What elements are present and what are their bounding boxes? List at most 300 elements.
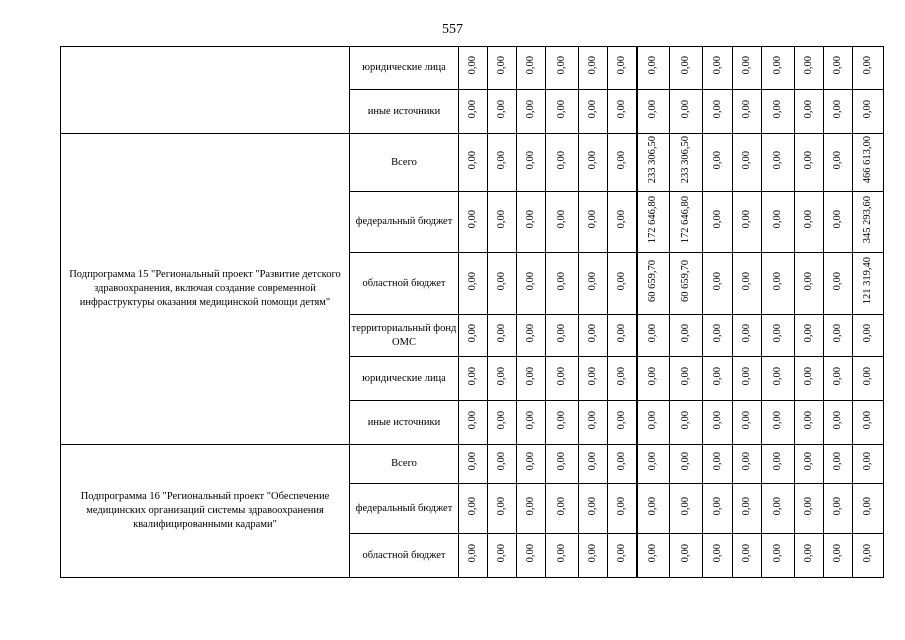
value-text: 0,00 xyxy=(772,99,783,119)
value-text: 0,00 xyxy=(525,210,536,229)
value-text: 0,00 xyxy=(680,410,691,430)
value-cell xyxy=(608,315,637,357)
value-text: 0,00 xyxy=(741,210,752,229)
value-text: 0,00 xyxy=(741,323,752,343)
value-text: 0,00 xyxy=(525,496,536,516)
value-cell xyxy=(488,253,517,315)
value-cell xyxy=(670,90,703,134)
value-text: 233 306,50 xyxy=(647,136,659,184)
value-text: 0,00 xyxy=(711,150,723,170)
value-cell xyxy=(703,315,733,357)
value-text: 0,00 xyxy=(741,99,752,119)
value-cell xyxy=(762,253,795,315)
value-cell xyxy=(703,192,733,253)
value-cell xyxy=(459,47,488,90)
value-cell xyxy=(853,357,884,401)
value-text: 0,00 xyxy=(647,56,659,75)
value-cell xyxy=(546,134,579,192)
value-cell xyxy=(608,192,637,253)
value-cell xyxy=(637,445,670,484)
value-cell xyxy=(670,192,703,253)
funding-source-cell: иные источники xyxy=(350,90,459,134)
value-cell xyxy=(762,534,795,578)
value-text: 0,00 xyxy=(496,323,507,343)
value-cell xyxy=(579,253,608,315)
value-text: 0,00 xyxy=(862,323,873,343)
value-text: 0,00 xyxy=(711,543,723,563)
value-text: 233 306,50 xyxy=(680,136,691,184)
value-text: 0,00 xyxy=(832,323,843,343)
value-text: 0,00 xyxy=(467,99,478,119)
value-text: 0,00 xyxy=(772,452,783,471)
value-text: 0,00 xyxy=(803,452,814,471)
value-text: 0,00 xyxy=(803,271,814,291)
value-text: 0,00 xyxy=(556,543,567,563)
program-name-cell: Подпрограмма 15 "Региональный проект "Развитие детского здравоохранения, включая создание современной инфраструктуры оказания медицинской помощи детям" xyxy=(61,134,350,445)
value-cell xyxy=(670,315,703,357)
value-cell xyxy=(733,47,762,90)
value-cell xyxy=(762,484,795,534)
value-cell xyxy=(517,134,546,192)
value-cell xyxy=(546,315,579,357)
value-text: 0,00 xyxy=(525,366,536,386)
table-row xyxy=(61,445,884,484)
value-cell xyxy=(853,315,884,357)
value-cell xyxy=(853,253,884,315)
value-text: 0,00 xyxy=(832,410,843,430)
value-text: 0,00 xyxy=(556,271,567,291)
value-text: 0,00 xyxy=(587,410,598,430)
value-cell xyxy=(853,534,884,578)
value-cell xyxy=(670,253,703,315)
value-cell xyxy=(517,90,546,134)
value-cell xyxy=(546,484,579,534)
value-cell xyxy=(459,192,488,253)
value-text: 0,00 xyxy=(525,150,536,170)
funding-source-cell: юридические лица xyxy=(350,357,459,401)
value-text: 0,00 xyxy=(615,366,627,386)
value-text: 0,00 xyxy=(615,210,627,229)
value-cell xyxy=(637,534,670,578)
value-text: 0,00 xyxy=(525,323,536,343)
value-text: 0,00 xyxy=(711,496,723,516)
value-cell xyxy=(488,534,517,578)
value-text: 0,00 xyxy=(711,323,723,343)
value-cell xyxy=(608,445,637,484)
value-text: 0,00 xyxy=(772,496,783,516)
value-text: 0,00 xyxy=(803,210,814,229)
value-cell xyxy=(459,253,488,315)
value-text: 0,00 xyxy=(772,543,783,563)
value-cell xyxy=(670,445,703,484)
value-cell xyxy=(546,357,579,401)
value-cell xyxy=(703,357,733,401)
value-text: 0,00 xyxy=(496,496,507,516)
value-cell xyxy=(733,134,762,192)
value-text: 0,00 xyxy=(525,410,536,430)
value-text: 0,00 xyxy=(525,56,536,75)
value-cell xyxy=(517,47,546,90)
value-cell xyxy=(670,357,703,401)
value-text: 0,00 xyxy=(680,543,691,563)
value-cell xyxy=(733,315,762,357)
value-cell xyxy=(670,484,703,534)
value-cell xyxy=(637,192,670,253)
value-cell xyxy=(703,484,733,534)
value-text: 466 613,00 xyxy=(862,136,873,184)
value-cell xyxy=(795,253,824,315)
value-text: 0,00 xyxy=(862,410,873,430)
table-row xyxy=(61,47,884,90)
value-text: 0,00 xyxy=(467,56,478,75)
value-cell xyxy=(733,534,762,578)
value-text: 0,00 xyxy=(467,366,478,386)
value-text: 0,00 xyxy=(711,99,723,119)
value-cell xyxy=(546,445,579,484)
value-text: 0,00 xyxy=(741,496,752,516)
value-cell xyxy=(670,534,703,578)
value-cell xyxy=(703,47,733,90)
value-cell xyxy=(853,192,884,253)
value-cell xyxy=(459,315,488,357)
value-text: 0,00 xyxy=(862,496,873,516)
value-cell xyxy=(637,401,670,445)
value-cell xyxy=(670,47,703,90)
value-cell xyxy=(795,445,824,484)
value-text: 0,00 xyxy=(556,366,567,386)
value-cell xyxy=(637,47,670,90)
value-cell xyxy=(488,134,517,192)
value-text: 0,00 xyxy=(496,150,507,170)
value-cell xyxy=(703,134,733,192)
value-cell xyxy=(762,90,795,134)
value-text: 0,00 xyxy=(680,323,691,343)
value-cell xyxy=(517,315,546,357)
value-text: 0,00 xyxy=(587,56,598,75)
value-text: 0,00 xyxy=(680,56,691,75)
budget-table xyxy=(60,46,884,578)
value-cell xyxy=(579,357,608,401)
value-cell xyxy=(459,90,488,134)
value-cell xyxy=(546,90,579,134)
value-cell xyxy=(733,253,762,315)
value-text: 0,00 xyxy=(772,210,783,229)
value-cell xyxy=(459,445,488,484)
value-text: 0,00 xyxy=(467,150,478,170)
value-text: 0,00 xyxy=(711,452,723,471)
value-text: 345 293,60 xyxy=(862,195,873,244)
value-cell xyxy=(795,357,824,401)
value-cell xyxy=(733,401,762,445)
value-cell xyxy=(579,315,608,357)
value-cell xyxy=(762,192,795,253)
value-text: 0,00 xyxy=(832,56,843,75)
value-cell xyxy=(703,253,733,315)
value-text: 0,00 xyxy=(832,271,843,291)
value-text: 0,00 xyxy=(467,271,478,291)
value-text: 0,00 xyxy=(741,543,752,563)
value-cell xyxy=(853,134,884,192)
value-cell xyxy=(670,134,703,192)
value-text: 0,00 xyxy=(467,543,478,563)
value-text: 0,00 xyxy=(647,543,659,563)
value-text: 0,00 xyxy=(525,271,536,291)
value-cell xyxy=(546,192,579,253)
value-cell xyxy=(853,47,884,90)
funding-source-cell: областной бюджет xyxy=(350,253,459,315)
value-cell xyxy=(608,484,637,534)
value-text: 0,00 xyxy=(741,366,752,386)
value-cell xyxy=(637,315,670,357)
value-text: 0,00 xyxy=(496,410,507,430)
value-text: 172 646,80 xyxy=(680,195,691,244)
value-cell xyxy=(488,47,517,90)
value-text: 0,00 xyxy=(711,210,723,229)
value-cell xyxy=(579,90,608,134)
value-text: 0,00 xyxy=(741,56,752,75)
value-cell xyxy=(546,253,579,315)
value-cell xyxy=(824,90,853,134)
value-text: 0,00 xyxy=(496,271,507,291)
value-text: 0,00 xyxy=(680,452,691,471)
value-text: 0,00 xyxy=(556,410,567,430)
value-text: 0,00 xyxy=(772,323,783,343)
value-text: 0,00 xyxy=(556,210,567,229)
program-name-cell xyxy=(61,47,350,134)
value-text: 0,00 xyxy=(862,366,873,386)
value-cell xyxy=(488,401,517,445)
value-cell xyxy=(517,484,546,534)
value-text: 0,00 xyxy=(862,543,873,563)
value-cell xyxy=(762,47,795,90)
value-text: 0,00 xyxy=(496,452,507,471)
value-text: 0,00 xyxy=(647,99,659,119)
value-cell xyxy=(853,484,884,534)
value-text: 0,00 xyxy=(680,99,691,119)
value-text: 0,00 xyxy=(647,323,659,343)
value-text: 0,00 xyxy=(862,452,873,471)
value-text: 0,00 xyxy=(772,410,783,430)
value-cell xyxy=(824,357,853,401)
value-cell xyxy=(608,134,637,192)
value-cell xyxy=(459,401,488,445)
value-text: 0,00 xyxy=(647,452,659,471)
value-cell xyxy=(488,484,517,534)
value-text: 0,00 xyxy=(741,271,752,291)
value-text: 0,00 xyxy=(803,56,814,75)
value-text: 0,00 xyxy=(556,323,567,343)
value-text: 0,00 xyxy=(496,210,507,229)
value-text: 0,00 xyxy=(832,496,843,516)
value-text: 0,00 xyxy=(615,323,627,343)
value-text: 0,00 xyxy=(803,323,814,343)
value-cell xyxy=(579,401,608,445)
funding-source-cell: Всего xyxy=(350,134,459,192)
program-name-cell: Подпрограмма 16 "Региональный проект "Обеспечение медицинских организаций системы здравоохранения квалифицированными кадрами" xyxy=(61,445,350,578)
value-cell xyxy=(795,47,824,90)
value-cell xyxy=(517,192,546,253)
value-text: 0,00 xyxy=(711,410,723,430)
value-cell xyxy=(579,484,608,534)
value-cell xyxy=(853,445,884,484)
value-text: 0,00 xyxy=(741,452,752,471)
value-text: 0,00 xyxy=(587,271,598,291)
value-cell xyxy=(488,90,517,134)
value-cell xyxy=(637,253,670,315)
value-cell xyxy=(608,253,637,315)
value-cell xyxy=(579,134,608,192)
value-text: 0,00 xyxy=(525,452,536,471)
value-cell xyxy=(703,445,733,484)
value-cell xyxy=(853,401,884,445)
table-row xyxy=(61,134,884,192)
value-cell xyxy=(579,192,608,253)
value-text: 0,00 xyxy=(803,366,814,386)
value-cell xyxy=(824,445,853,484)
value-cell xyxy=(703,401,733,445)
value-text: 0,00 xyxy=(587,99,598,119)
value-text: 0,00 xyxy=(772,150,783,170)
value-text: 0,00 xyxy=(587,496,598,516)
value-text: 0,00 xyxy=(615,452,627,471)
value-text: 0,00 xyxy=(525,99,536,119)
value-text: 0,00 xyxy=(587,323,598,343)
value-text: 0,00 xyxy=(832,543,843,563)
value-text: 0,00 xyxy=(741,150,752,170)
value-text: 172 646,80 xyxy=(647,195,659,244)
value-cell xyxy=(517,445,546,484)
funding-source-cell: федеральный бюджет xyxy=(350,484,459,534)
value-text: 0,00 xyxy=(615,410,627,430)
value-text: 0,00 xyxy=(467,410,478,430)
value-text: 0,00 xyxy=(680,496,691,516)
value-cell xyxy=(546,47,579,90)
funding-source-cell: юридические лица xyxy=(350,47,459,90)
value-text: 0,00 xyxy=(680,366,691,386)
value-text: 0,00 xyxy=(587,366,598,386)
value-cell xyxy=(733,445,762,484)
value-text: 0,00 xyxy=(741,410,752,430)
value-text: 0,00 xyxy=(525,543,536,563)
value-text: 0,00 xyxy=(832,99,843,119)
value-text: 0,00 xyxy=(496,543,507,563)
value-text: 0,00 xyxy=(467,452,478,471)
value-cell xyxy=(608,534,637,578)
value-cell xyxy=(637,90,670,134)
value-cell xyxy=(824,315,853,357)
value-cell xyxy=(517,357,546,401)
value-text: 0,00 xyxy=(803,150,814,170)
value-cell xyxy=(733,484,762,534)
value-cell xyxy=(762,401,795,445)
value-cell xyxy=(824,253,853,315)
value-cell xyxy=(546,401,579,445)
value-cell xyxy=(488,357,517,401)
value-cell xyxy=(795,315,824,357)
value-cell xyxy=(546,534,579,578)
value-cell xyxy=(824,192,853,253)
value-text: 0,00 xyxy=(832,210,843,229)
value-text: 0,00 xyxy=(832,366,843,386)
funding-source-cell: областной бюджет xyxy=(350,534,459,578)
value-cell xyxy=(579,47,608,90)
value-text: 0,00 xyxy=(803,496,814,516)
value-cell xyxy=(795,90,824,134)
value-text: 60 659,70 xyxy=(680,260,691,302)
value-cell xyxy=(608,401,637,445)
value-cell xyxy=(824,47,853,90)
value-text: 0,00 xyxy=(772,56,783,75)
value-cell xyxy=(670,401,703,445)
page-number: 557 xyxy=(442,22,463,37)
value-cell xyxy=(824,134,853,192)
value-cell xyxy=(517,253,546,315)
value-text: 0,00 xyxy=(711,366,723,386)
value-text: 0,00 xyxy=(587,150,598,170)
value-cell xyxy=(795,401,824,445)
value-text: 0,00 xyxy=(711,271,723,291)
value-text: 0,00 xyxy=(772,271,783,291)
value-text: 0,00 xyxy=(587,452,598,471)
value-cell xyxy=(637,357,670,401)
value-cell xyxy=(762,357,795,401)
value-cell xyxy=(459,534,488,578)
value-cell xyxy=(579,534,608,578)
value-cell xyxy=(637,484,670,534)
value-text: 0,00 xyxy=(556,99,567,119)
value-cell xyxy=(795,534,824,578)
value-text: 0,00 xyxy=(615,496,627,516)
value-cell xyxy=(795,484,824,534)
funding-source-cell: федеральный бюджет xyxy=(350,192,459,253)
value-cell xyxy=(795,134,824,192)
value-text: 0,00 xyxy=(711,56,723,75)
value-text: 60 659,70 xyxy=(647,260,659,302)
value-text: 0,00 xyxy=(772,366,783,386)
value-cell xyxy=(762,315,795,357)
value-text: 0,00 xyxy=(496,56,507,75)
value-text: 0,00 xyxy=(587,210,598,229)
value-text: 0,00 xyxy=(803,543,814,563)
value-cell xyxy=(488,445,517,484)
value-cell xyxy=(795,192,824,253)
value-cell xyxy=(733,192,762,253)
value-text: 121 319,40 xyxy=(862,257,873,305)
value-text: 0,00 xyxy=(615,271,627,291)
value-text: 0,00 xyxy=(467,323,478,343)
value-cell xyxy=(517,401,546,445)
value-text: 0,00 xyxy=(803,410,814,430)
value-cell xyxy=(459,357,488,401)
value-cell xyxy=(459,134,488,192)
funding-source-cell: иные источники xyxy=(350,401,459,445)
value-cell xyxy=(608,357,637,401)
value-cell xyxy=(853,90,884,134)
value-text: 0,00 xyxy=(615,150,627,170)
value-text: 0,00 xyxy=(467,210,478,229)
value-cell xyxy=(608,47,637,90)
value-cell xyxy=(488,192,517,253)
value-text: 0,00 xyxy=(803,99,814,119)
value-cell xyxy=(733,357,762,401)
value-cell xyxy=(703,534,733,578)
value-text: 0,00 xyxy=(862,99,873,119)
value-text: 0,00 xyxy=(467,496,478,516)
value-cell xyxy=(637,134,670,192)
value-cell xyxy=(488,315,517,357)
value-cell xyxy=(579,445,608,484)
value-cell xyxy=(824,534,853,578)
